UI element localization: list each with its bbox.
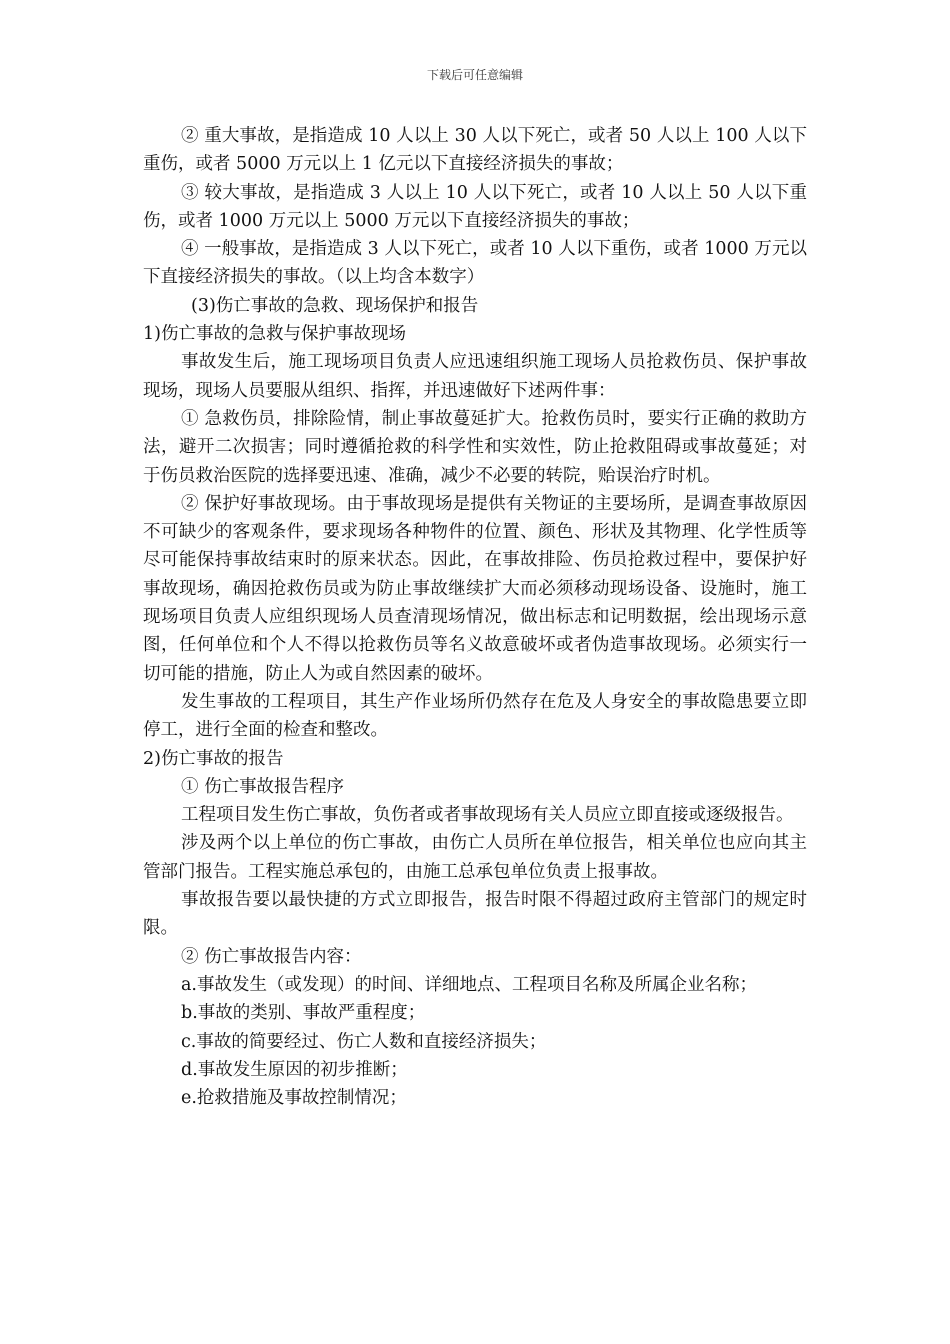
document-body [143, 122, 807, 1112]
paragraph-after-accident: 事故发生后，施工现场项目负责人应迅速组织施工现场人员抢救伤员、保护事故现场，现场人员要服从组织、指挥，并迅速做好下述两件事： [143, 352, 807, 401]
report-item-a: a.事故发生（或发现）的时间、详细地点、工程项目名称及所属企业名称； [181, 974, 757, 995]
paragraph-major-accident: ② 重大事故，是指造成 10 人以上 30 人以下死亡，或者 50 人以上 100 人以下重伤，或者 5000 万元以上 1 亿元以下直接经济损失的事故； [143, 126, 807, 175]
section-heading-3: (3)伤亡事故的急救、现场保护和报告 [191, 295, 479, 316]
paragraph-report-timing: 事故报告要以最快捷的方式立即报告，报告时限不得超过政府主管部门的规定时限。 [143, 890, 807, 939]
report-procedure-heading: ① 伤亡事故报告程序 [181, 776, 345, 797]
paragraph-report-immediately: 工程项目发生伤亡事故，负伤者或者事故现场有关人员应立即直接或逐级报告。 [181, 805, 794, 826]
paragraph-general-accident: ④ 一般事故，是指造成 3 人以下死亡，或者 10 人以下重伤，或者 1000 万元以下直接经济损失的事故。（以上均含本数字） [143, 239, 807, 288]
page-header: 下载后可任意编辑 [426, 68, 523, 82]
report-item-d: d.事故发生原因的初步推断； [181, 1059, 408, 1080]
report-item-b: b.事故的类别、事故严重程度； [181, 1003, 426, 1024]
subsection-heading-2: 2)伤亡事故的报告 [143, 748, 284, 769]
report-item-c: c.事故的简要经过、伤亡人数和直接经济损失； [181, 1031, 547, 1052]
paragraph-rescue-injured: ① 急救伤员，排除险情，制止事故蔓延扩大。抢救伤员时，要实行正确的救助方法，避开二次损害；同时遵循抢救的科学性和实效性，防止抢救阻碍或事故蔓延；对于伤员救治医院的选择要迅速、准确，减少不必要的转院，贻误治疗时机。 [143, 408, 807, 486]
paragraph-multiple-units: 涉及两个以上单位的伤亡事故，由伤亡人员所在单位报告，相关单位也应向其主管部门报告。工程实施总承包的，由施工总承包单位负责上报事故。 [143, 833, 807, 882]
paragraph-protect-scene: ② 保护好事故现场。由于事故现场是提供有关物证的主要场所，是调查事故原因不可缺少的客观条件，要求现场各种物件的位置、颜色、形状及其物理、化学性质等尽可能保持事故结束时的原来状态。因此，在事故排险、伤员抢救过程中，要保护好事故现场，确因抢救伤员或为防止事故继续扩大而必须移动现场设备、设施时，施工现场项目负责人应组织现场人员查清现场情况，做出标志和记明数据，绘出现场示意图，任何单位和个人不得以抢救伤员等名义故意破坏或者伪造事故现场。必须实行一切可能的措施，防止人为或自然因素的破坏。 [143, 493, 807, 684]
paragraph-larger-accident: ③ 较大事故，是指造成 3 人以上 10 人以下死亡，或者 10 人以上 50 人以下重伤，或者 1000 万元以上 5000 万元以下直接经济损失的事故； [143, 182, 807, 231]
paragraph-stop-work: 发生事故的工程项目，其生产作业场所仍然存在危及人身安全的事故隐患要立即停工，进行全面的检查和整改。 [143, 691, 807, 741]
subsection-heading-1: 1)伤亡事故的急救与保护事故现场 [143, 324, 406, 345]
report-content-heading: ② 伤亡事故报告内容： [181, 946, 362, 967]
report-item-e: e.抢救措施及事故控制情况； [181, 1088, 407, 1109]
